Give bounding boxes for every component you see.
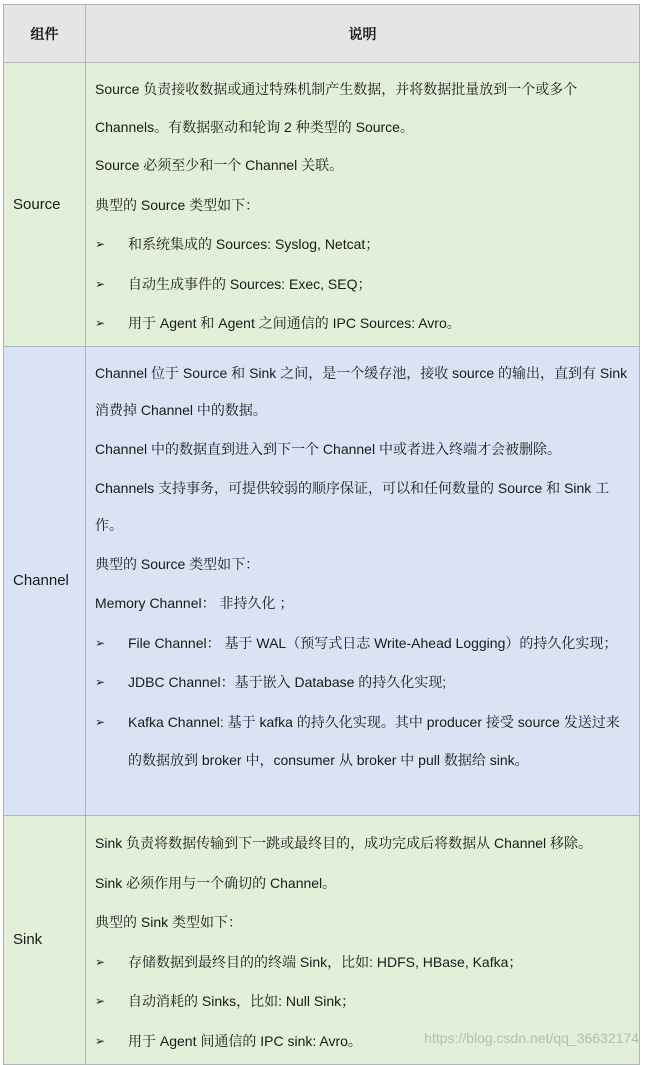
list-item-text: Kafka Channel: 基于 kafka 的持久化实现。其中 producer 接受 source 发送过来的数据放到 broker 中，consumer 从 broker 中 pull 数据给 sink。	[128, 713, 620, 768]
header-component: 组件	[4, 5, 86, 63]
list-item-text: 存储数据到最终目的的终端 Sink，比如: HDFS, HBase, Kafka；	[128, 953, 523, 970]
list-item-text: 和系统集成的 Sources: Syslog, Netcat；	[128, 236, 380, 253]
arrow-bullet-icon: ➢	[95, 635, 106, 650]
description-line: Channels 支持事务，可提供较弱的顺序保证，可以和任何数量的 Source 和 Sink 工作。	[95, 479, 610, 534]
arrow-bullet-icon: ➢	[95, 994, 106, 1009]
list-item-text: 用于 Agent 和 Agent 之间通信的 IPC Sources: Avro。	[128, 315, 461, 332]
arrow-bullet-icon: ➢	[95, 1033, 106, 1048]
table-row-channel	[4, 346, 640, 815]
table-header-row	[4, 5, 640, 63]
list-item-text: 用于 Agent 间通信的 IPC sink: Avro。	[128, 1032, 362, 1049]
list-item	[95, 663, 631, 703]
list-item-text: File Channel： 基于 WAL（预写式日志 Write-Ahead Logging）的持久化实现；	[128, 634, 618, 651]
list-item	[95, 982, 631, 1022]
list-item-text: JDBC Channel：基于嵌入 Database 的持久化实现;	[128, 674, 447, 691]
description-line: 典型的 Source 类型如下：	[95, 196, 260, 213]
components-table	[3, 4, 640, 1065]
description-line: Source 必须至少和一个 Channel 关联。	[95, 157, 344, 173]
list-item	[95, 304, 631, 344]
arrow-bullet-icon: ➢	[95, 237, 106, 252]
arrow-bullet-icon: ➢	[95, 276, 106, 291]
arrow-bullet-icon: ➢	[95, 714, 106, 729]
description-line: Source 负责接收数据或通过特殊机制产生数据，并将数据批量放到一个或多个 Channels。有数据驱动和轮询 2 种类型的 Source。	[95, 81, 578, 135]
component-name: Source	[4, 63, 86, 347]
description-cell	[86, 346, 640, 815]
list-item-text: 自动生成事件的 Sources: Exec, SEQ；	[128, 275, 372, 292]
table-row-sink	[4, 815, 640, 1064]
description-line: Channel 中的数据直到进入到下一个 Channel 中或者进入终端才会被删除。	[95, 440, 561, 457]
table-row-source	[4, 63, 640, 347]
component-name: Sink	[4, 815, 86, 1064]
description-line: Sink 必须作用与一个确切的 Channel。	[95, 874, 337, 891]
description-cell	[86, 63, 640, 347]
list-item	[95, 265, 631, 305]
description-line: Memory Channel： 非持久化 ；	[95, 595, 294, 612]
watermark: https://blog.csdn.net/qq_36632174	[424, 1030, 639, 1046]
list-item-text: 自动消耗的 Sinks，比如: Null Sink；	[128, 993, 356, 1010]
component-name: Channel	[4, 346, 86, 815]
list-item	[95, 703, 631, 779]
list-item	[95, 624, 631, 664]
description-cell	[86, 815, 640, 1064]
list-item	[95, 943, 631, 983]
arrow-bullet-icon: ➢	[95, 954, 106, 969]
description-line: Sink 负责将数据传输到下一跳或最终目的，成功完成后将数据从 Channel 移除。	[95, 834, 593, 851]
list-item	[95, 225, 631, 265]
description-line: 典型的 Source 类型如下：	[95, 555, 260, 572]
description-line: 典型的 Sink 类型如下：	[95, 914, 243, 931]
arrow-bullet-icon: ➢	[95, 675, 106, 690]
arrow-bullet-icon: ➢	[95, 316, 106, 331]
header-description: 说明	[86, 5, 640, 63]
description-line: Channel 位于 Source 和 Sink 之间，是一个缓存池，接收 source 的输出，直到有 Sink 消费掉 Channel 中的数据。	[95, 364, 628, 419]
